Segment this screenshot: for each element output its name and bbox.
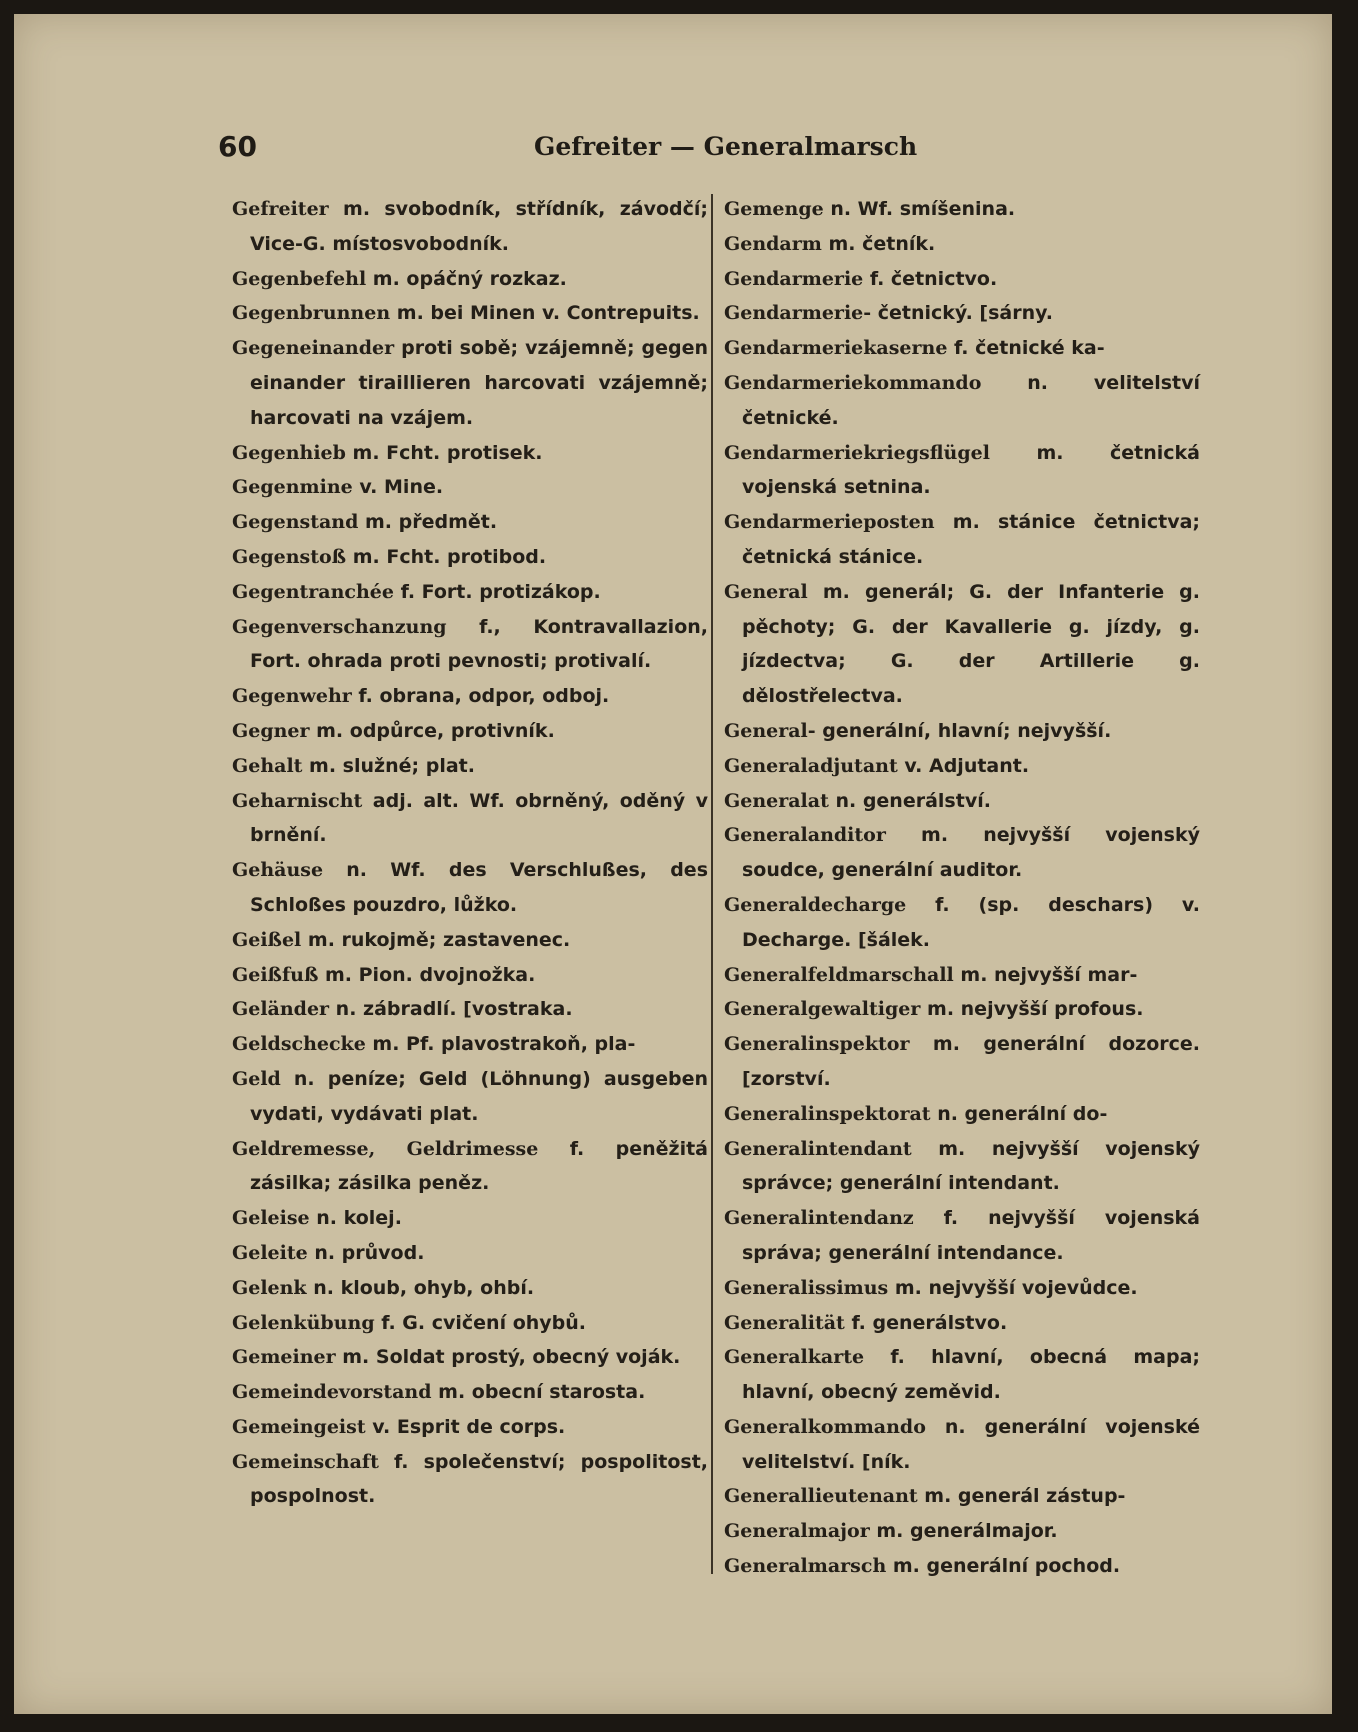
entry-headword: Generalfeldmarschall xyxy=(724,963,954,986)
dictionary-entry xyxy=(724,262,1200,297)
entry-headword: Gegentranchée xyxy=(232,580,394,603)
entry-definition: n. Wf. des Verschlußes, des Schloßes pouzdro, lůžko. xyxy=(250,859,708,916)
entry-headword: Gegeneinander xyxy=(232,337,395,360)
entry-definition: m. četník. xyxy=(821,232,936,255)
entry-definition: m. odpůrce, protivník. xyxy=(309,719,555,742)
entry-definition: m. předmět. xyxy=(358,511,498,534)
dictionary-entry xyxy=(232,262,708,297)
entry-headword: Gendarmeriekaserne xyxy=(724,337,948,360)
dictionary-entry xyxy=(232,540,708,575)
dictionary-entry xyxy=(724,505,1200,575)
entry-headword: Gegenwehr xyxy=(232,685,352,708)
entry-headword: Generalintendant xyxy=(724,1137,912,1160)
entry-definition: n. velitelství četnické. xyxy=(742,371,1200,429)
dictionary-entry xyxy=(232,1410,708,1445)
entry-headword: Generalat xyxy=(724,789,829,812)
entry-headword: Generaldecharge xyxy=(724,893,907,916)
entry-headword: Geleite xyxy=(232,1241,308,1264)
entry-headword: Geldschecke xyxy=(232,1033,366,1056)
entry-headword: Gegenstoß xyxy=(232,545,347,568)
dictionary-entry xyxy=(724,296,1200,331)
entry-headword: Gehäuse xyxy=(232,859,324,882)
entry-headword: Generalinspektor xyxy=(724,1033,910,1056)
dictionary-entry xyxy=(724,992,1200,1027)
entry-headword: Generalmajor xyxy=(724,1520,870,1543)
dictionary-entry xyxy=(724,1479,1200,1514)
dictionary-entry xyxy=(724,192,1200,227)
dictionary-entry xyxy=(724,1097,1200,1132)
entry-definition: f. četnictvo. xyxy=(863,267,998,290)
entry-definition: n. zábradlí. [vostraka. xyxy=(329,998,573,1021)
entry-definition: v. Adjutant. xyxy=(897,754,1030,777)
entry-definition: m. generální pochod. xyxy=(886,1555,1121,1578)
entry-definition: f. Fort. protizákop. xyxy=(393,580,601,603)
entry-headword: Generalgewaltiger xyxy=(724,998,921,1021)
entry-headword: Gegenbrunnen xyxy=(232,302,391,325)
running-title: Gefreiter — Generalmarsch xyxy=(534,132,918,161)
dictionary-entry xyxy=(232,1132,708,1202)
dictionary-entry xyxy=(724,1132,1200,1202)
entry-headword: Gelenkübung xyxy=(232,1311,375,1334)
entry-definition: n. Wf. smíšenina. xyxy=(823,198,1016,220)
dictionary-entry xyxy=(724,1549,1200,1584)
entry-headword: Gegenbefehl xyxy=(232,267,367,290)
entry-definition: m. nejvyšší profous. xyxy=(920,998,1144,1021)
entry-definition: m. nejvyšší vojenský soudce, generální auditor. xyxy=(742,824,1200,882)
entry-definition: četnický. [sárny. xyxy=(871,302,1053,325)
entry-definition: n. peníze; Geld (Löhnung) ausgeben vydati, vydávati plat. xyxy=(250,1067,708,1125)
dictionary-entry xyxy=(724,1340,1200,1410)
entry-headword: Gemeiner xyxy=(232,1346,336,1369)
entry-headword: Gendarmerie xyxy=(724,267,864,290)
entry-headword: Generalissimus xyxy=(724,1276,889,1299)
column-divider xyxy=(711,194,713,1574)
entry-definition: m. četnická vojenská setnina. xyxy=(742,441,1200,499)
entry-headword: Gegenverschanzung xyxy=(232,615,447,638)
entry-definition: f. peněžitá zásilka; zásilka peněz. xyxy=(250,1137,708,1195)
entry-definition: f., Kontravallazion, Fort. ohrada proti pevnosti; protivalí. xyxy=(250,615,708,673)
page-number: 60 xyxy=(218,130,257,163)
dictionary-entry xyxy=(724,1514,1200,1549)
dictionary-entry xyxy=(724,958,1200,993)
entry-headword: Gegenmine xyxy=(232,476,353,499)
entry-headword: Geld xyxy=(232,1067,281,1090)
dictionary-entry xyxy=(724,1410,1200,1480)
left-column xyxy=(232,192,708,1514)
entry-headword: Gemeindevorstand xyxy=(232,1381,432,1404)
entry-definition: m. nejvyšší mar- xyxy=(953,963,1138,986)
entry-definition: m. rukojmě; zastavenec. xyxy=(301,928,571,951)
dictionary-entry xyxy=(232,923,708,958)
entry-headword: Geißel xyxy=(232,928,302,951)
dictionary-entry xyxy=(724,575,1200,714)
entry-definition: n. generální vojenské velitelství. [ník. xyxy=(742,1415,1200,1473)
entry-definition: n. kloub, ohyb, ohbí. xyxy=(306,1276,535,1299)
dictionary-entry xyxy=(232,1340,708,1375)
dictionary-entry xyxy=(232,1236,708,1271)
dictionary-entry xyxy=(232,992,708,1027)
dictionary-entry xyxy=(232,296,708,331)
entry-headword: Generalinspektorat xyxy=(724,1102,931,1125)
entry-headword: Gelenk xyxy=(232,1276,307,1299)
entry-definition: m. obecní starosta. xyxy=(431,1381,646,1404)
entry-definition: v. Esprit de corps. xyxy=(365,1415,566,1438)
entry-headword: Gemeinschaft xyxy=(232,1450,379,1473)
dictionary-entry xyxy=(724,366,1200,436)
entry-definition: f. nejvyšší vojenská správa; generální intendance. xyxy=(742,1207,1200,1264)
entry-definition: m. opáčný rozkaz. xyxy=(366,267,567,290)
dictionary-entry xyxy=(232,1445,708,1515)
entry-definition: proti sobě; vzájemně; gegen einander tiraillieren harcovati vzájemně; harcovati na vzájem. xyxy=(250,337,708,429)
entry-definition: m. svobodník, střídník, závodčí; Vice-G. místosvobodník. xyxy=(250,198,708,255)
dictionary-entry xyxy=(232,436,708,471)
right-column xyxy=(724,192,1200,1584)
entry-headword: Gemenge xyxy=(724,198,824,220)
dictionary-entry xyxy=(724,331,1200,366)
entry-definition: m. generálmajor. xyxy=(869,1520,1058,1543)
entry-definition: n. kolej. xyxy=(309,1207,402,1230)
entry-definition: m. generál zástup- xyxy=(917,1485,1126,1508)
entry-definition: f. četnické ka- xyxy=(947,337,1105,360)
dictionary-entry xyxy=(232,1062,708,1132)
entry-definition: generální, hlavní; nejvyšší. xyxy=(815,719,1112,742)
dictionary-entry xyxy=(232,505,708,540)
dictionary-entry xyxy=(232,610,708,680)
entry-headword: Gendarmeriekommando xyxy=(724,371,982,394)
entry-headword: Generallieutenant xyxy=(724,1485,918,1508)
entry-definition: m. Fcht. protibod. xyxy=(346,545,547,568)
dictionary-entry xyxy=(232,470,708,505)
entry-definition: n. generální do- xyxy=(930,1102,1108,1125)
dictionary-entry xyxy=(724,436,1200,506)
dictionary-entry xyxy=(232,1375,708,1410)
dictionary-entry xyxy=(232,1271,708,1306)
dictionary-entry xyxy=(724,749,1200,784)
dictionary-entry xyxy=(724,888,1200,958)
dictionary-entry xyxy=(232,853,708,923)
entry-headword: Geharnischt xyxy=(232,789,363,812)
dictionary-entry xyxy=(232,1027,708,1062)
dictionary-entry xyxy=(232,192,708,262)
entry-headword: General- xyxy=(724,719,816,742)
dictionary-entry xyxy=(724,818,1200,888)
entry-headword: Generalkommando xyxy=(724,1415,926,1438)
dictionary-entry xyxy=(232,1201,708,1236)
entry-headword: Generaladjutant xyxy=(724,754,898,777)
entry-headword: Gendarm xyxy=(724,232,822,255)
entry-definition: f. společenství; pospolitost, pospolnost. xyxy=(250,1450,708,1508)
entry-definition: v. Mine. xyxy=(352,476,444,499)
entry-headword: Geländer xyxy=(232,998,330,1021)
dictionary-entry xyxy=(232,1306,708,1341)
entry-headword: Gegenstand xyxy=(232,511,359,534)
entry-definition: m. nejvyšší vojevůdce. xyxy=(888,1276,1138,1299)
entry-definition: m. nejvyšší vojenský správce; generální intendant. xyxy=(742,1137,1200,1195)
entry-headword: Gendarmerie- xyxy=(724,302,872,325)
dictionary-entry xyxy=(724,1027,1200,1097)
entry-definition: f. generálstvo. xyxy=(844,1311,1008,1334)
entry-headword: Generalität xyxy=(724,1311,845,1334)
page-header xyxy=(14,130,1332,170)
entry-headword: Generalanditor xyxy=(724,824,886,847)
entry-definition: f. hlavní, obecná mapa; hlavní, obecný zeměvid. xyxy=(742,1346,1200,1404)
entry-definition: n. průvod. xyxy=(307,1241,425,1264)
entry-definition: m. Soldat prostý, obecný voják. xyxy=(335,1346,681,1369)
entry-definition: adj. alt. Wf. obrněný, oděný v brnění. xyxy=(250,789,708,847)
entry-definition: m. stánice četnictva; četnická stánice. xyxy=(742,511,1200,568)
dictionary-entry xyxy=(232,331,708,435)
entry-headword: Gendarmerieposten xyxy=(724,511,935,534)
dictionary-entry xyxy=(232,679,708,714)
dictionary-entry xyxy=(724,1271,1200,1306)
dictionary-entry xyxy=(232,749,708,784)
dictionary-entry xyxy=(724,714,1200,749)
entry-headword: Geißfuß xyxy=(232,963,319,986)
entry-definition: m. generální dozorce. [zorství. xyxy=(742,1033,1200,1090)
entry-headword: Gehalt xyxy=(232,754,303,777)
dictionary-entry xyxy=(232,958,708,993)
entry-headword: Generalintendanz xyxy=(724,1207,914,1230)
dictionary-entry xyxy=(724,1201,1200,1271)
entry-definition: m. Fcht. protisek. xyxy=(345,441,543,464)
dictionary-entry xyxy=(724,1306,1200,1341)
entry-headword: General xyxy=(724,580,808,603)
dictionary-page xyxy=(14,14,1332,1714)
entry-headword: Gegenhieb xyxy=(232,441,346,464)
entry-headword: Geleise xyxy=(232,1207,310,1230)
entry-definition: f. (sp. deschars) v. Decharge. [šálek. xyxy=(742,893,1200,951)
dictionary-entry xyxy=(232,784,708,854)
entry-definition: m. Pf. plavostrakoň, pla- xyxy=(365,1033,636,1056)
entry-headword: Generalkarte xyxy=(724,1346,865,1369)
entry-headword: Geldremesse, Geldrimesse xyxy=(232,1137,539,1160)
entry-definition: m. Pion. dvojnožka. xyxy=(318,963,536,986)
entry-definition: f. G. cvičení ohybů. xyxy=(374,1311,586,1334)
entry-definition: m. bei Minen v. Contrepuits. xyxy=(390,302,700,325)
entry-definition: f. obrana, odpor, odboj. xyxy=(351,685,610,708)
entry-headword: Gemeingeist xyxy=(232,1415,366,1438)
entry-headword: Gendarmeriekriegsflügel xyxy=(724,441,990,464)
entry-definition: m. služné; plat. xyxy=(302,754,475,777)
dictionary-entry xyxy=(232,714,708,749)
dictionary-entry xyxy=(724,227,1200,262)
dictionary-entry xyxy=(724,784,1200,819)
entry-definition: m. generál; G. der Infanterie g. pěchoty; G. der Kavallerie g. jízdy, g. jízdectva; G. der Artillerie g. dělostřelectva. xyxy=(742,580,1200,708)
entry-headword: Generalmarsch xyxy=(724,1555,887,1578)
entry-headword: Gefreiter xyxy=(232,198,329,220)
entry-headword: Gegner xyxy=(232,719,310,742)
entry-definition: n. generálství. xyxy=(828,789,991,812)
dictionary-entry xyxy=(232,575,708,610)
